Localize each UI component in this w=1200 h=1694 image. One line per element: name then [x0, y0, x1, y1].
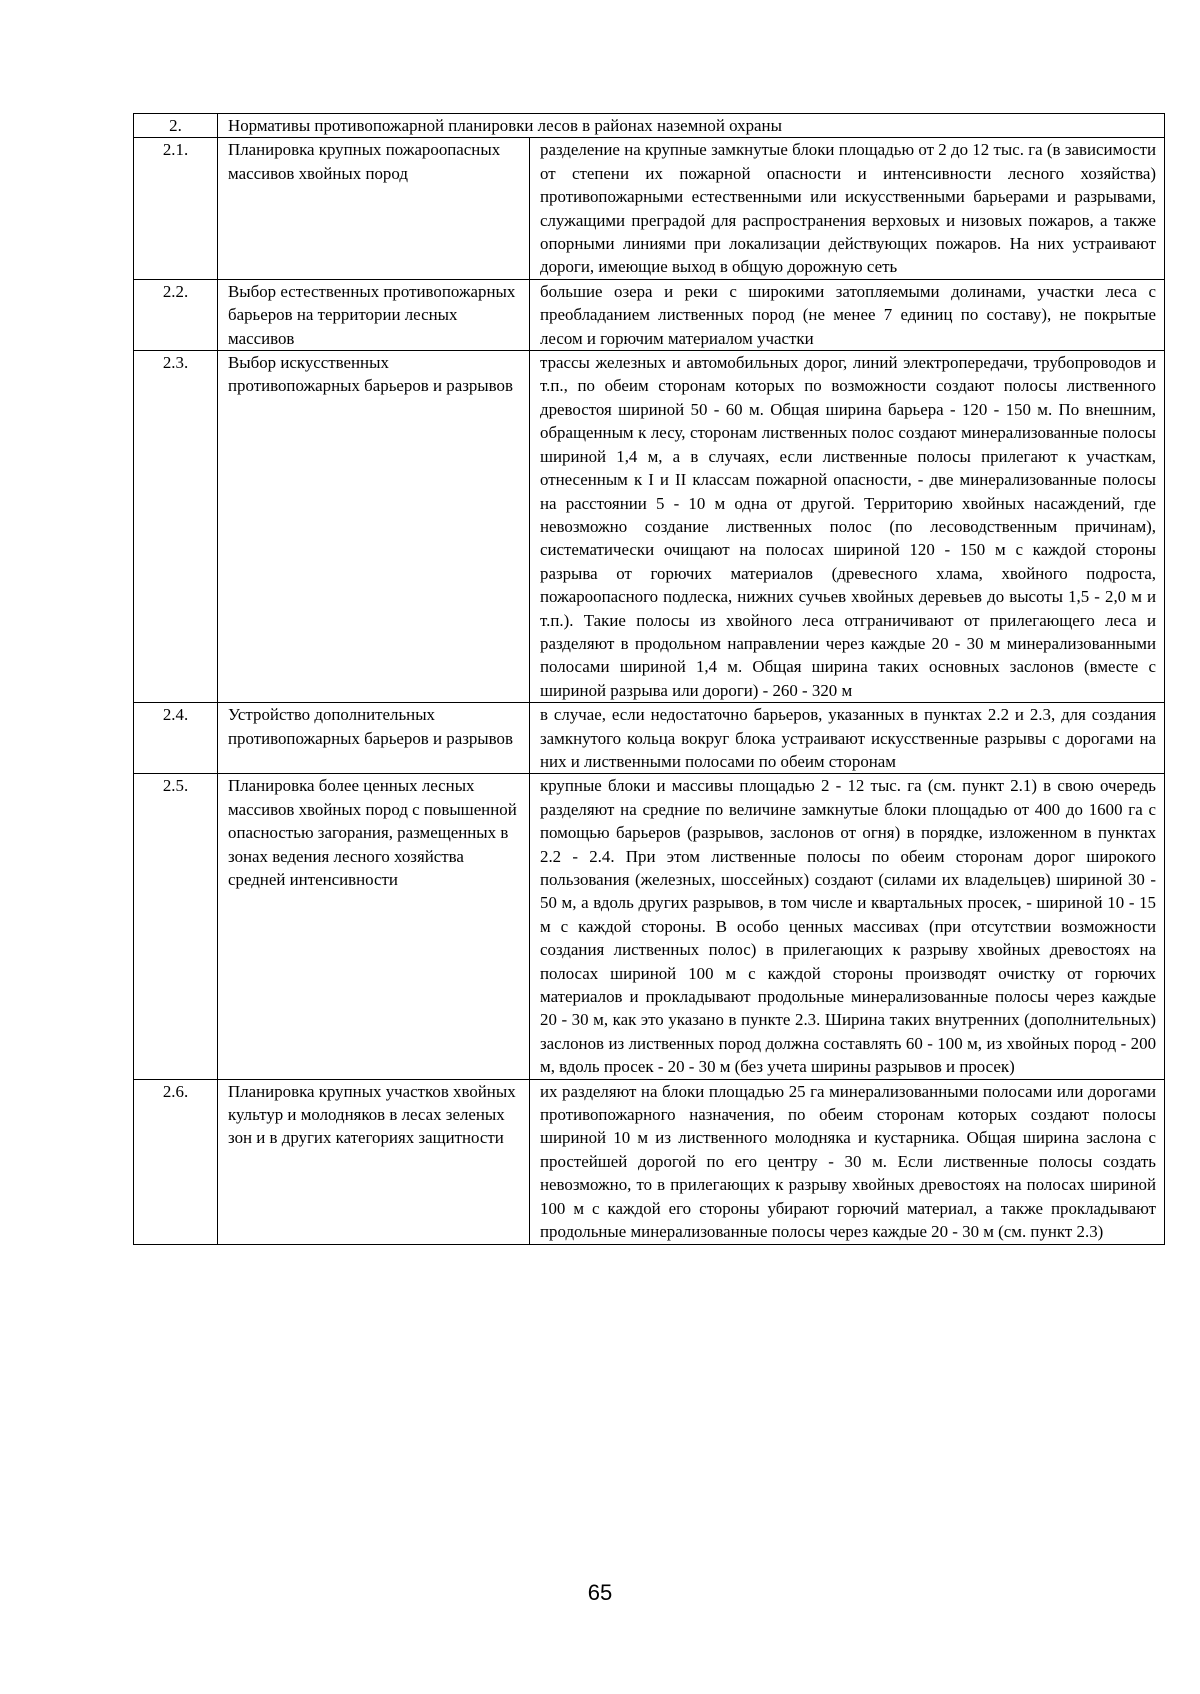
row-number: 2.2.	[134, 279, 218, 350]
row-description: их разделяют на блоки площадью 25 га минерализованными полосами или дорогами противопожарного назначения, по обеим сторонам которых создают полосы шириной 10 м из лиственного молодняка и кустарника. Общая ширина заслона с простейшей дорогой по его центру - 30 м. Если лиственные полосы создать невозможно, то в прилегающих к разрыву хвойных древостоях на полосах шириной 100 м с каждой его стороны убирают горючий материал, а также прокладывают продольные минерализованные полосы через каждые 20 - 30 м (см. пункт 2.3)	[530, 1079, 1165, 1244]
row-title: Выбор искусственных противопожарных барьеров и разрывов	[218, 351, 530, 703]
table-row	[134, 774, 1165, 1079]
table-row	[134, 1079, 1165, 1244]
norms-table	[133, 113, 1165, 1245]
row-number: 2.5.	[134, 774, 218, 1079]
row-number: 2.6.	[134, 1079, 218, 1244]
row-number: 2.1.	[134, 138, 218, 279]
row-title: Планировка крупных участков хвойных культур и молодняков в лесах зеленых зон и в других категориях защитности	[218, 1079, 530, 1244]
table-row	[134, 703, 1165, 774]
row-title: Планировка более ценных лесных массивов хвойных пород с повышенной опасностью загорания, размещенных в зонах ведения лесного хозяйства средней интенсивности	[218, 774, 530, 1079]
section-title: Нормативы противопожарной планировки лесов в районах наземной охраны	[218, 114, 1165, 138]
table-row	[134, 351, 1165, 703]
row-description: большие озера и реки с широкими затопляемыми долинами, участки леса с преобладанием лиственных пород (не менее 7 единиц по составу), не покрытые лесом и горючим материалом участки	[530, 279, 1165, 350]
row-description: в случае, если недостаточно барьеров, указанных в пунктах 2.2 и 2.3, для создания замкнутого кольца вокруг блока устраивают искусственные разрывы с дорогами на них и лиственными полосами по обеим сторонам	[530, 703, 1165, 774]
row-description: трассы железных и автомобильных дорог, линий электропередачи, трубопроводов и т.п., по обеим сторонам которых по возможности создают полосы лиственного древостоя шириной 50 - 60 м. Общая ширина барьера - 120 - 150 м. По внешним, обращенным к лесу, сторонам лиственных полос создают минерализованные полосы шириной 1,4 м, а в случаях, если лиственные полосы прилегают к участкам, отнесенным к I и II классам пожарной опасности, - две минерализованные полосы на расстоянии 5 - 10 м одна от другой. Территорию хвойных насаждений, где невозможно создание лиственных полос (по лесоводственным причинам), систематически очищают на полосах шириной 120 - 150 м с каждой стороны разрыва от горючих материалов (древесного хлама, хвойного подроста, пожароопасного подлеска, нижних сучьев хвойных деревьев до высоты 1,5 - 2,0 м и т.п.). Такие полосы из хвойного леса отграничивают от прилегающего леса и разделяют в продольном направлении через каждые 20 - 30 м минерализованными полосами шириной 1,4 м. Общая ширина таких основных заслонов (вместе с шириной разрыва или дороги) - 260 - 320 м	[530, 351, 1165, 703]
row-title: Устройство дополнительных противопожарных барьеров и разрывов	[218, 703, 530, 774]
section-number: 2.	[134, 114, 218, 138]
row-description: крупные блоки и массивы площадью 2 - 12 тыс. га (см. пункт 2.1) в свою очередь разделяют на средние по величине замкнутые блоки площадью от 400 до 1600 га с помощью барьеров (разрывов, заслонов от огня) в порядке, изложенном в пунктах 2.2 - 2.4. При этом лиственные полосы по обеим сторонам дорог широкого пользования (железных, шоссейных) создают (силами их владельцев) шириной 30 - 50 м, а вдоль других разрывов, в том числе и квартальных просек, - шириной 10 - 15 м с каждой стороны. В особо ценных массивах (при отсутствии возможности создания лиственных полос) в прилегающих к разрыву хвойных древостоях на полосах шириной 100 м с каждой стороны производят очистку от горючих материалов и прокладывают продольные минерализованные полосы через каждые 20 - 30 м, как это указано в пункте 2.3. Ширина таких внутренних (дополнительных) заслонов из лиственных пород должна составлять 60 - 100 м, из хвойных пород - 200 м, вдоль просек - 20 - 30 м (без учета ширины разрывов и просек)	[530, 774, 1165, 1079]
row-title: Планировка крупных пожароопасных массивов хвойных пород	[218, 138, 530, 279]
row-title: Выбор естественных противопожарных барьеров на территории лесных массивов	[218, 279, 530, 350]
row-number: 2.3.	[134, 351, 218, 703]
row-description: разделение на крупные замкнутые блоки площадью от 2 до 12 тыс. га (в зависимости от степени их пожарной опасности и интенсивности лесного хозяйства) противопожарными естественными или искусственными барьерами и разрывами, служащими преградой для распространения верховых и низовых пожаров, а также опорными линиями при локализации действующих пожаров. На них устраивают дороги, имеющие выход в общую дорожную сеть	[530, 138, 1165, 279]
page-number: 65	[587, 1580, 613, 1605]
section-header-row	[134, 114, 1165, 138]
norms-table-body	[134, 114, 1165, 1245]
table-row	[134, 279, 1165, 350]
row-number: 2.4.	[134, 703, 218, 774]
table-row	[134, 138, 1165, 279]
